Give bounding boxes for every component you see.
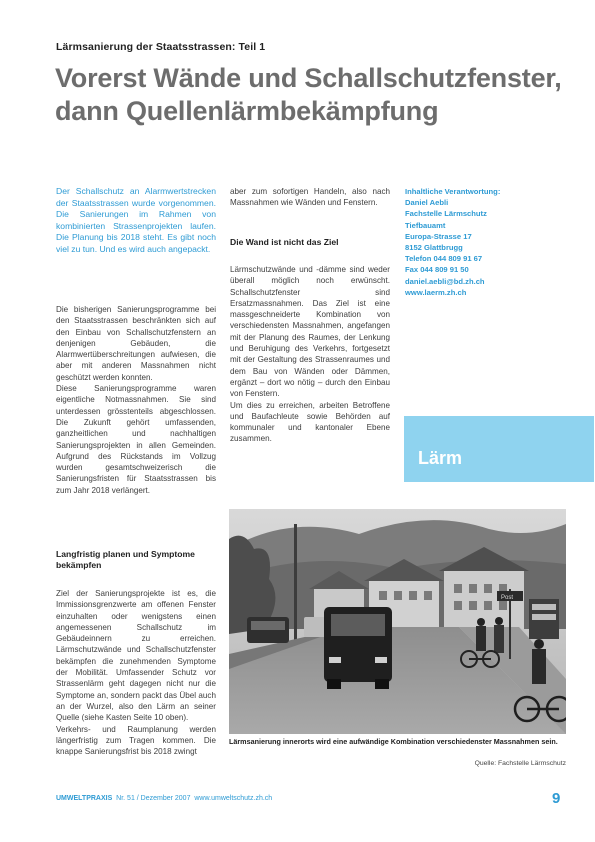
contact-city: 8152 Glattbrugg	[405, 243, 463, 253]
kicker: Lärmsanierung der Staatsstrassen: Teil 1	[56, 41, 266, 53]
lead-paragraph: Der Schallschutz an Alarmwertstrecken der Staatsstrassen wurde vorgenommen. Die Sanierungen im Rahmen von kombinierten Strassenprojekten laufen. Die Planung bis 2018 steht. Es gibt noch viel zu tun. Und es wird auch angepackt.	[56, 186, 216, 254]
contact-web[interactable]: www.laerm.zh.ch	[405, 287, 467, 297]
col2-text-1: aber zum sofortigen Handeln, also nach Massnahmen wie Wänden und Fenstern.	[230, 187, 390, 208]
col2-paragraph-1	[230, 186, 390, 209]
contact-heading: Inhaltliche Verantwortung:	[405, 187, 501, 196]
footer	[56, 795, 272, 802]
column-1	[56, 304, 216, 496]
col2-paragraph-2: Lärmschutzwände und -dämme sind weder überall möglich noch erwünscht. Schallschutzfenster sind Ersatzmassnahmen. Das Ziel ist eine massgeschneiderte Kombination von verschiedensten Massnahmen, angefangen mit der Planung des Raumes, der Lenkung und Beruhigung des Verkehrs, fortgesetzt mit der Gestaltung des Strassenraumes und dem Bau von Wänden oder Dämmen, ergänzt – dort wo nötig – durch den Einbau von Fenstern.	[230, 265, 390, 399]
col2-paragraph-3: Um dies zu erreichen, arbeiten Betroffene und Baufachleute sowie Behörden auf kommunaler und kantonaler Ebene zusammen.	[230, 400, 390, 444]
page-number: 9	[552, 790, 561, 807]
footer-issue: Nr. 51 / Dezember 2007	[116, 795, 191, 802]
footer-url[interactable]: www.umweltschutz.zh.ch	[194, 795, 273, 802]
contact-info	[405, 186, 545, 298]
headline: Vorerst Wände und Schallschutzfenster, dann Quellenlärmbekämpfung	[55, 63, 562, 126]
col2-subhead: Die Wand ist nicht das Ziel	[230, 237, 339, 247]
col1-paragraph-1: Die bisherigen Sanierungsprogramme bei den Staatsstrassen beschränkten sich auf den Einbau von Schallschutzfenstern an denjenigen Gebäuden, die Alarmwertüberschreitungen aufwiesen, die aber mit anderen Massnahmen nicht geschützt werden konnten.	[56, 305, 216, 382]
col1-subhead: Langfristig planen und Symptome bekämpfen	[56, 549, 195, 570]
contact-name: Daniel Aebli	[405, 198, 449, 208]
photo-caption: Lärmsanierung innerorts wird eine aufwändige Kombination verschiedenster Massnahmen sein.	[229, 737, 558, 746]
column-1-continued	[56, 588, 216, 757]
col1-paragraph-2: Diese Sanierungsprogramme waren eigentliche Notmassnahmen. Sie sind unterdessen grösstenteils abgeschlossen. Die Zukunft gehört umfassenden, ganzheitlichen und nachhaltigen Sanierungsprojekten in allen Gemeinden. Aufgrund des Rückstands im Vollzug wurden gesamtschweizerisch die Sanierungsfristen für Staatsstrassen bis zum Jahr 2018 verlängert.	[56, 384, 216, 495]
contact-office: Fachstelle Lärmschutz	[405, 209, 487, 219]
topic-tag	[404, 416, 594, 482]
column-2	[230, 264, 390, 445]
contact-department: Tiefbauamt	[405, 220, 446, 230]
contact-phone: Telefon 044 809 91 67	[405, 254, 483, 264]
contact-email[interactable]: daniel.aebli@bd.zh.ch	[405, 276, 485, 286]
contact-street: Europa-Strasse 17	[405, 231, 472, 241]
col1-paragraph-4: Verkehrs- und Raumplanung werden längerfristig zum Tragen kommen. Die knappe Sanierungsfrist bis 2018 zwingt	[56, 724, 216, 757]
street-photo-illustration	[229, 509, 566, 734]
photo-credit: Quelle: Fachstelle Lärmschutz	[474, 760, 566, 767]
topic-tag-label: Lärm	[418, 448, 463, 468]
col1-paragraph-3: Ziel der Sanierungsprojekte ist es, die Immissionsgrenzwerte am offenen Fenster einzuhalten oder wenigstens einen angemessenen Schallschutz im Gebäudeinnern zu erreichen. Lärmschutzwände und Schallschutzfenster bekämpfen die zunehmenden Symptome der Mobilität. Umfassender Schutz vor Strassenlärm geht dagegen nicht nur die Symptome an, sondern packt das Übel auch an der Wurzel, also den Lärm an seiner Quelle (siehe Kasten Seite 10 oben).	[56, 589, 216, 723]
post-sign: Post	[501, 595, 514, 601]
street-photo	[229, 509, 566, 734]
footer-brand: UMWELTPRAXIS	[56, 795, 113, 802]
contact-fax: Fax 044 809 91 50	[405, 265, 469, 275]
